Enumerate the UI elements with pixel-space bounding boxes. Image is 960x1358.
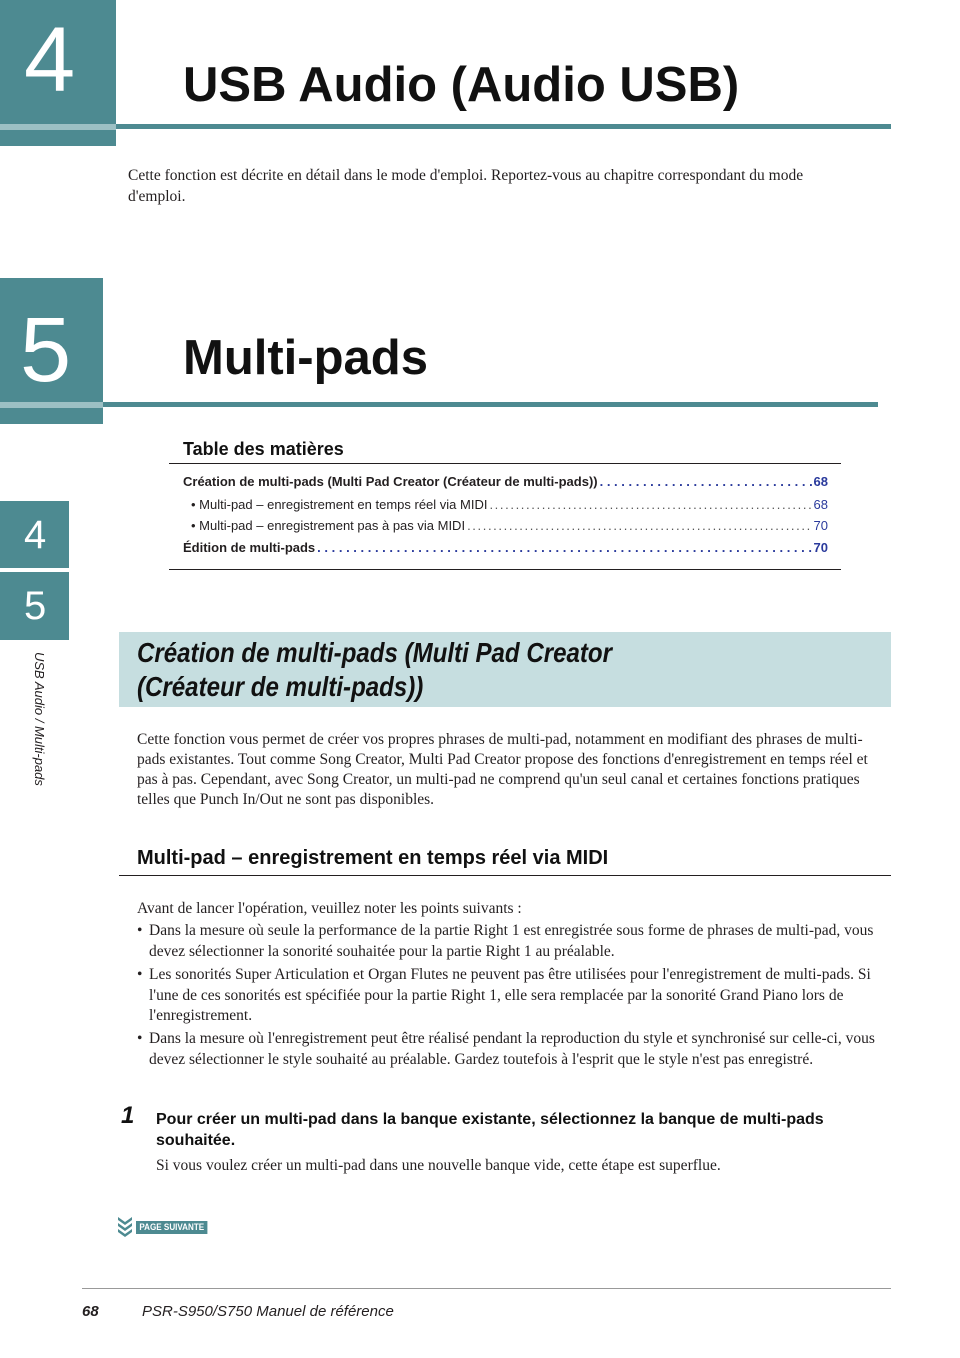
chapter-5-stripe [0, 402, 103, 408]
toc-entry-label[interactable]: Création de multi-pads (Multi Pad Creator (Créateur de multi-pads)) [183, 474, 598, 489]
toc-leader-dots [317, 539, 811, 557]
bullet-text: Dans la mesure où l'enregistrement peut être réalisé pendant la reproduction du style et synchronisé sur celle-ci, vous devez sélectionner le style souhaité au préalable. Gardez toutefois à l'esprit que le style n'est pas enregistré. [149, 1030, 875, 1068]
toc-entry-creation[interactable] [183, 473, 828, 491]
side-label-text: USB Audio / Multi-pads [32, 652, 47, 786]
toc-heading: Table des matières [183, 439, 344, 459]
footer-rule [82, 1288, 891, 1289]
footer-manual-title: PSR-S950/S750 Manuel de référence [142, 1303, 394, 1320]
section-intro: Cette fonction vous permet de créer vos propres phrases de multi-pad, notamment en modifiant des phrases de multi-pads existantes. Tout comme Song Creator, Multi Pad Creator propose des fonctions d'enregistrement en temps réel et pas à pas. Cependant, avec Song Creator, un multi-pad ne comprend qu'un seul canal et certaines fonctions pratiques telles que Punch In/Out ne sont pas disponibles. [137, 731, 868, 808]
toc-entry-page[interactable]: 68 [813, 497, 828, 512]
toc-leader-dots [467, 517, 811, 535]
section-title-line-1: Création de multi-pads (Multi Pad Creator [137, 637, 612, 668]
bullet-text: Les sonorités Super Articulation et Organ Flutes ne peuvent pas être utilisées pour l'enregistrement de multi-pads. Si l'une de ces sonorités est spécifiée pour la partie Right 1, elle sera remplacée par la sonorité Grand Piano lors de l'enregistrement. [149, 966, 871, 1024]
toc-entry-page[interactable]: 68 [813, 474, 828, 489]
toc-entry-label[interactable]: • Multi-pad – enregistrement pas à pas via MIDI [191, 518, 466, 533]
bullet-item [137, 1029, 882, 1070]
toc-entry-page[interactable]: 70 [813, 540, 828, 555]
chapter-4-number-block [0, 0, 116, 146]
toc-entry-label[interactable]: • Multi-pad – enregistrement en temps réel via MIDI [191, 497, 488, 512]
chapter-4-rule [116, 124, 891, 129]
side-tab-number: 5 [24, 584, 47, 628]
next-page-link[interactable] [117, 1216, 220, 1238]
chapter-4-intro: Cette fonction est décrite en détail dans le mode d'emploi. Reportez-vous au chapitre correspondant du mode d'emploi. [128, 167, 804, 205]
chapter-5-number: 5 [20, 299, 72, 401]
bullet-text: Dans la mesure où seule la performance de la partie Right 1 est enregistrée sous forme de phrases de multi-pad, vous devez sélectionner la sonorité souhaitée pour la partie Right 1 au préalable. [149, 922, 874, 960]
side-tab-number: 4 [24, 513, 47, 557]
step-number: 1 [121, 1102, 135, 1129]
bullet-item [137, 921, 882, 962]
double-chevron-down-icon [117, 1216, 133, 1238]
chapter-5-title: Multi-pads [183, 331, 428, 385]
toc-entry-page[interactable]: 70 [813, 518, 828, 533]
chapter-4-number: 4 [24, 9, 76, 111]
toc-entry-edition[interactable] [183, 539, 828, 557]
toc-entry-step[interactable] [191, 517, 828, 535]
side-tab-chapter-4[interactable] [0, 501, 69, 568]
toc-leader-dots [489, 496, 811, 514]
chapter-4-stripe [0, 124, 116, 130]
pre-text: Avant de lancer l'opération, veuillez noter les points suivants : [137, 900, 522, 917]
footer-page-number: 68 [82, 1303, 99, 1320]
step-title: Pour créer un multi-pad dans la banque existante, sélectionnez la banque de multi-pads souhaitée. [156, 1111, 824, 1149]
section-title-line-2: (Créateur de multi-pads)) [137, 671, 424, 702]
bullet-dot: • [137, 1030, 143, 1047]
toc-leader-dots [600, 473, 812, 491]
toc-entry-realtime[interactable] [191, 496, 828, 514]
side-label [31, 652, 51, 832]
chapter-4-title: USB Audio (Audio USB) [183, 58, 740, 112]
bullet-dot: • [137, 966, 143, 983]
subsection-heading: Multi-pad – enregistrement en temps réel via MIDI [137, 847, 609, 869]
bullet-dot: • [137, 922, 143, 939]
next-page-label[interactable]: PAGE SUIVANTE [136, 1221, 208, 1234]
step-text: Si vous voulez créer un multi-pad dans une nouvelle banque vide, cette étape est superflue. [156, 1157, 721, 1174]
toc-entry-label[interactable]: Édition de multi-pads [183, 540, 316, 555]
bullet-item [137, 965, 882, 1027]
chapter-5-number-block [0, 278, 103, 424]
subsection-rule [119, 875, 891, 876]
chapter-5-rule [103, 402, 878, 407]
side-tab-chapter-5[interactable] [0, 572, 69, 640]
section-title [137, 636, 653, 704]
